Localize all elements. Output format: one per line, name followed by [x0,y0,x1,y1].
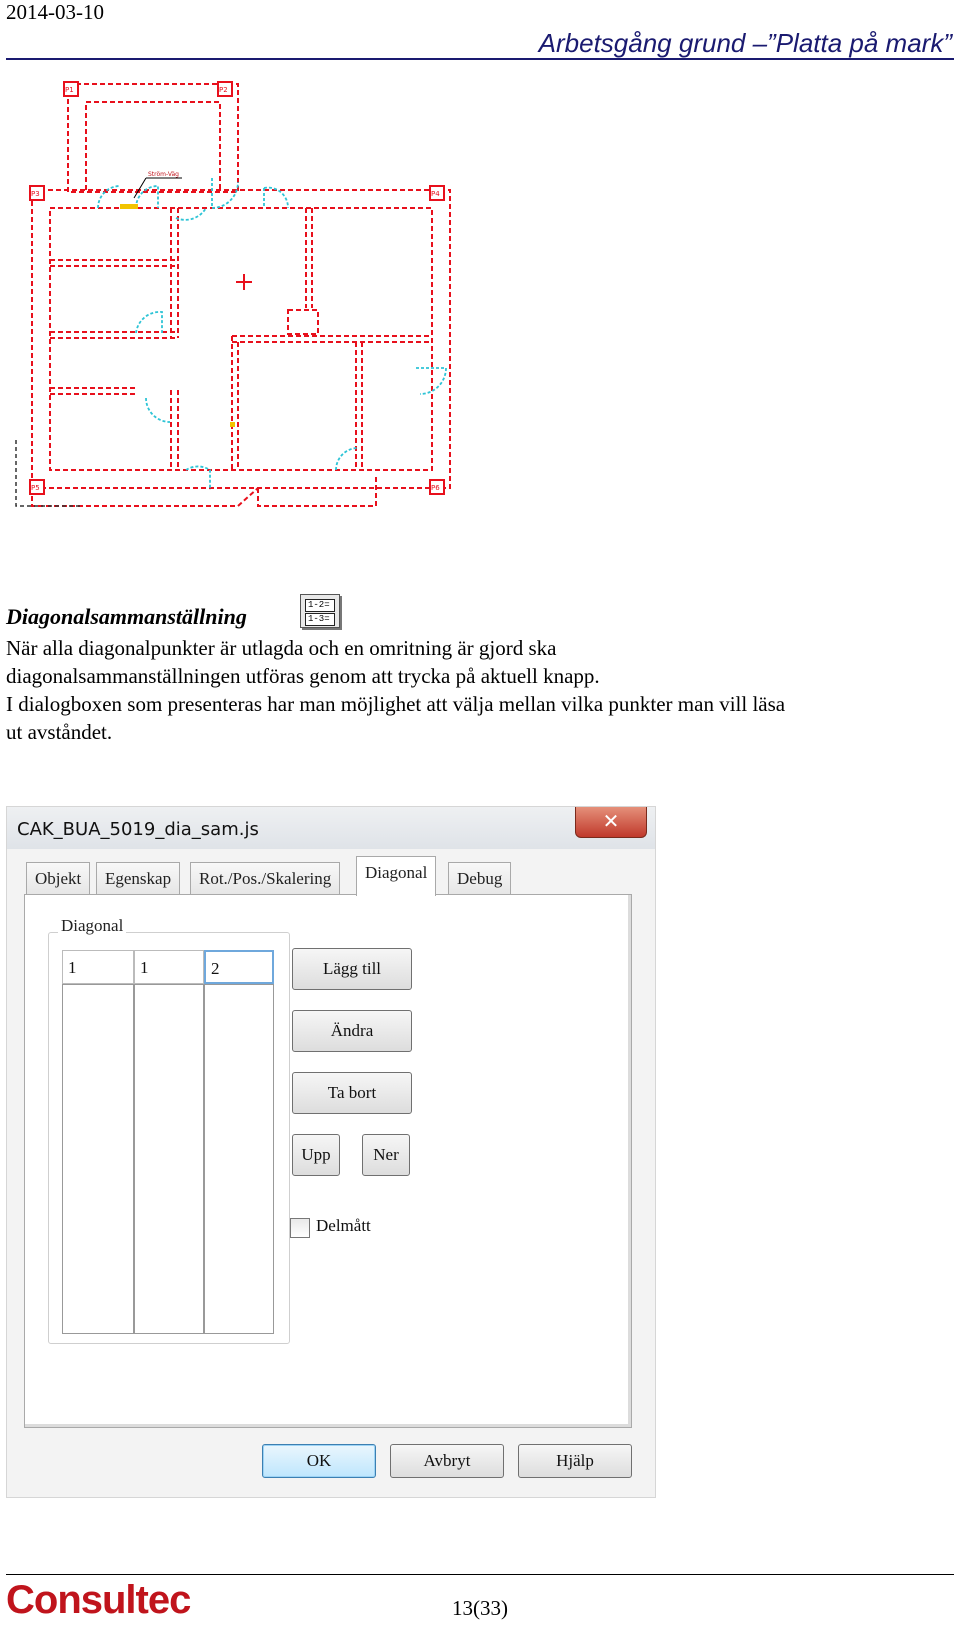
plan-leader-label: Ström-Väg [148,171,179,178]
page-number: 13(33) [452,1596,508,1620]
close-button[interactable]: ✕ [575,807,647,838]
body-text-line: ut avståndet. [6,720,113,744]
delmatt-checkbox-label[interactable]: Delmått [316,1216,371,1235]
dialog-titlebar[interactable] [7,807,655,849]
help-button[interactable]: Hjälp [518,1444,632,1478]
icon-line-2: 1-3= [305,613,335,626]
remove-button[interactable]: Ta bort [292,1072,412,1114]
consultec-logo: Consultec [6,1578,191,1622]
tab-debug[interactable]: Debug [448,862,511,894]
groupbox-label: Diagonal [58,916,126,936]
diagonal-list-column[interactable] [62,984,134,1334]
body-text-line: diagonalsammanställningen utföras genom att trycka på aktuell knapp. [6,664,600,688]
plan-point-label: P5 [31,484,40,492]
tab-egenskap[interactable]: Egenskap [96,862,180,894]
tab-objekt[interactable]: Objekt [26,862,90,894]
icon-line-1: 1-2= [305,599,335,612]
header-date: 2014-03-10 [6,0,104,24]
body-text-line: I dialogboxen som presenteras har man möjlighet att välja mellan vilka punkter man vill läsa [6,692,786,716]
cancel-button[interactable]: Avbryt [390,1444,504,1478]
move-up-button[interactable]: Upp [292,1134,340,1176]
floor-plan-drawing [6,78,476,538]
diagonal-list-column[interactable] [204,984,274,1334]
diagonal-summary-icon [300,594,340,628]
body-text-line: När alla diagonalpunkter är utlagda och en omritning är gjord ska [6,636,557,660]
plan-point-label: P6 [431,484,440,492]
dialog-title: CAK_BUA_5019_dia_sam.js [17,819,259,840]
tab-diagonal[interactable]: Diagonal [356,856,436,896]
plan-point-label: P4 [431,190,440,198]
header-title: Arbetsgång grund –”Platta på mark” [538,28,952,58]
diagonal-cell-selected[interactable]: 2 [204,950,274,984]
delmatt-checkbox[interactable] [290,1218,310,1238]
ok-button[interactable]: OK [262,1444,376,1478]
move-down-button[interactable]: Ner [362,1134,410,1176]
plan-point-label: P2 [219,86,228,94]
header-rule [6,58,954,60]
add-button[interactable]: Lägg till [292,948,412,990]
diagonal-list-column[interactable] [134,984,204,1334]
plan-point-label: P1 [65,86,74,94]
tab-rot-pos-skalering[interactable]: Rot./Pos./Skalering [190,862,340,894]
footer-rule [6,1574,954,1575]
plan-point-label: P3 [31,190,40,198]
diagonal-cell[interactable]: 1 [134,950,204,984]
diagonal-cell[interactable]: 1 [62,950,134,984]
section-title: Diagonalsammanställning [6,604,247,629]
change-button[interactable]: Ändra [292,1010,412,1052]
